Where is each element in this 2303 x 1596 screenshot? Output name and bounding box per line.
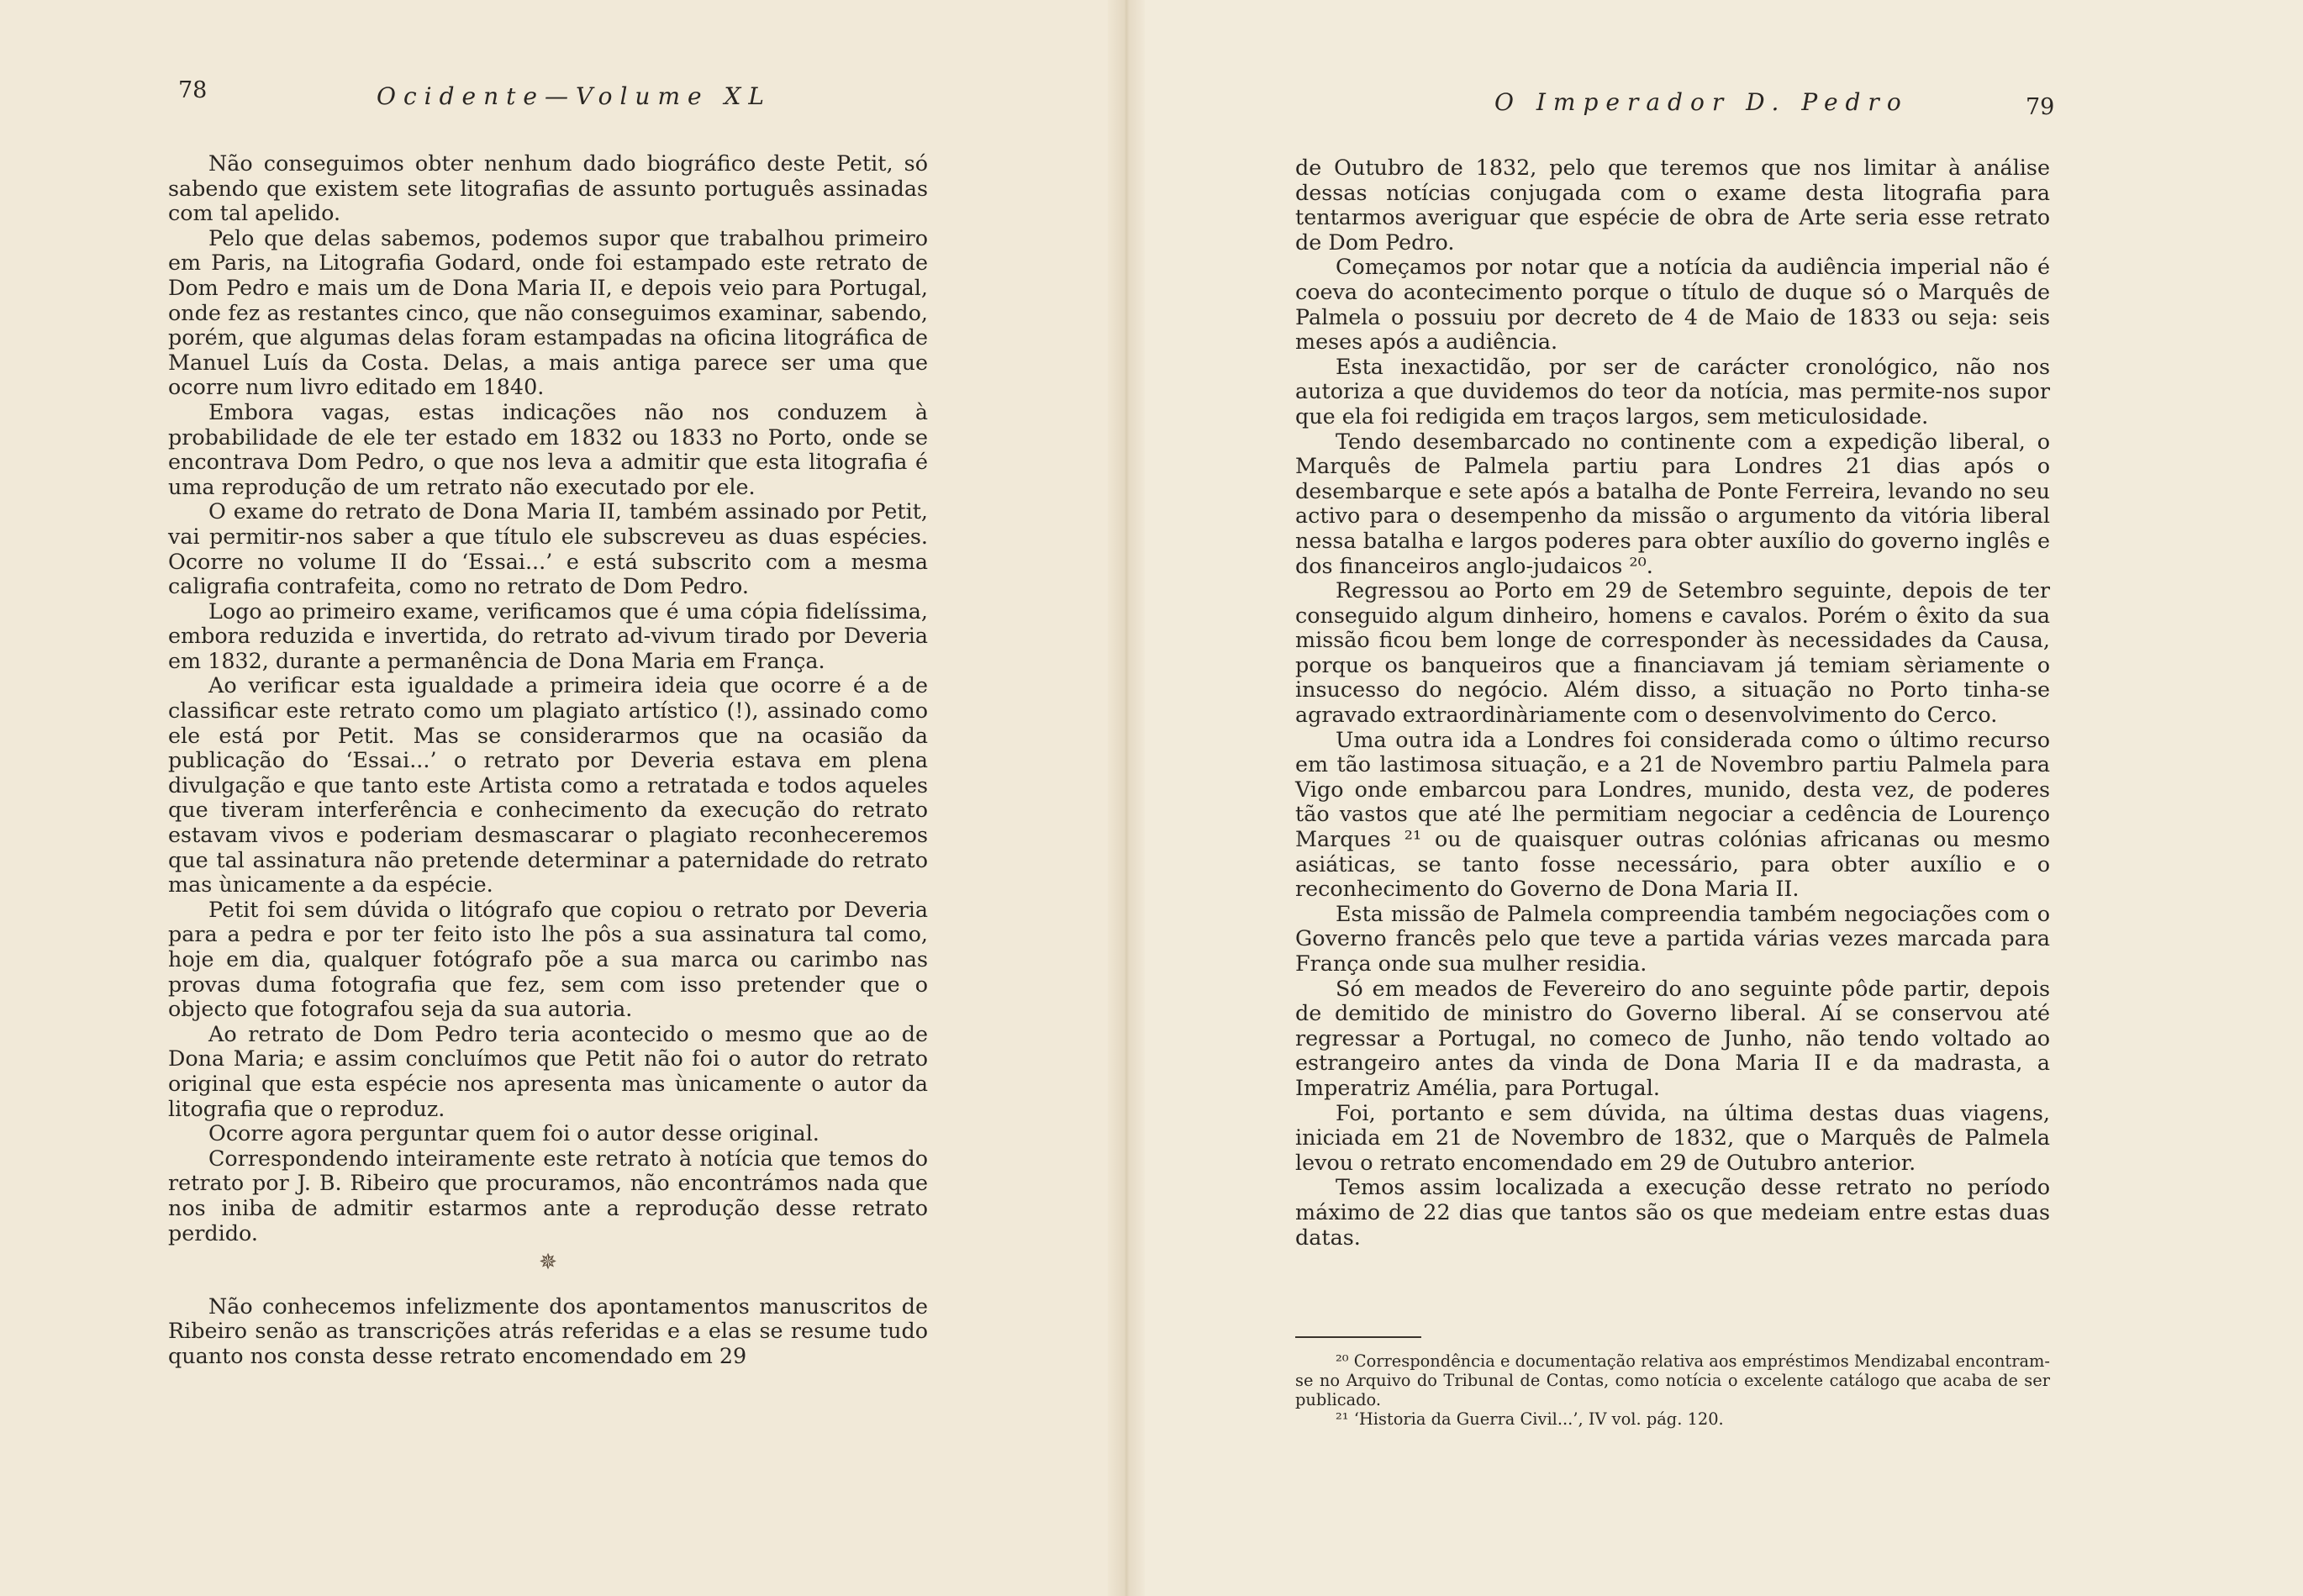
footnote-rule <box>1295 1336 1421 1338</box>
left-running-head: Ocidente—Volume XL <box>377 82 772 110</box>
paragraph: Ocorre agora perguntar quem foi o autor desse original. <box>208 1120 819 1146</box>
right-running-head: O Imperador D. Pedro <box>1494 88 1909 116</box>
paragraph: Não conseguimos obter nenhum dado biográfico deste Petit, só sabendo que existem sete litografias de assunto português assinadas com tal apelido. <box>168 150 928 226</box>
paragraph-continued: de Outubro de 1832, pelo que teremos que nos limitar à análise dessas notícias conjugada com o exame desta litografia para tentarmos averiguar que espécie de obra de Arte seria esse retrato de Dom Pedro. <box>1295 155 2050 255</box>
paragraph: Não conhecemos infelizmente dos apontamentos manuscritos de Ribeiro senão as transcrições atrás referidas e a elas se resume tudo quanto nos consta desse retrato encomendado em 29 <box>168 1293 928 1368</box>
paragraph: Ao verificar esta igualdade a primeira ideia que ocorre é a de classificar este retrato como um plagiato artístico (!), assinado como ele está por Petit. Mas se considerarmos que na ocasião da publicação do ‘Essai...’ o retrato por Deveria estava em plena divulgação e que tanto este Artista como a retratada e todos aqueles que tiveram interferência e conhecimento da execução do retrato estavam vivos e poderiam desmascarar o plagiato reconheceremos que tal assinatura não pretende determinar a paternidade do retrato mas ùnicamente a da espécie. <box>168 672 928 898</box>
paragraph: Tendo desembarcado no continente com a expedição liberal, o Marquês de Palmela partiu para Londres 21 dias após o desembarque e sete após a batalha de Ponte Ferreira, levando no seu activo para o desempenho da missão o argumento da vitória liberal nessa batalha e largos poderes para obter auxílio do governo inglês e dos financeiros anglo-judaicos ²⁰. <box>1295 428 2050 578</box>
left-page-number: 78 <box>178 77 208 103</box>
footnote-21: ²¹ ‘Historia da Guerra Civil...’, IV vol. pág. 120. <box>1336 1409 1724 1429</box>
paragraph: Esta missão de Palmela compreendia também negociações com o Governo francês pelo que teve a partida várias vezes marcada para França onde sua mulher residia. <box>1295 900 2050 976</box>
paragraph: Começamos por notar que a notícia da audiência imperial não é coeva do acontecimento porque o título de duque só o Marquês de Palmela o possuiu por decreto de 4 de Maio de 1833 ou seja: seis meses após a audiência. <box>1295 254 2050 355</box>
paragraph: Só em meados de Fevereiro do ano seguinte pôde partir, depois de demitido de ministro do Governo liberal. Aí se conservou até regressar a Portugal, no comeco de Junho, não tendo voltado ao estrangeiro antes da vinda de Dona Maria II e da madrasta, a Imperatriz Amélia, para Portugal. <box>1295 975 2050 1100</box>
paragraph: Correspondendo inteiramente este retrato à notícia que temos do retrato por J. B. Ribeiro que procuramos, não encontrámos nada que nos iniba de admitir estarmos ante a reprodução desse retrato perdido. <box>168 1145 928 1246</box>
paragraph: O exame do retrato de Dona Maria II, também assinado por Petit, vai permitir-nos saber a que título ele subscreveu as duas espécies. Ocorre no volume II do ‘Essai...’ e está subscrito com a mesma caligrafia contrafeita, como no retrato de Dom Pedro. <box>168 498 928 599</box>
paragraph: Pelo que delas sabemos, podemos supor que trabalhou primeiro em Paris, na Litografia Godard, onde foi estampado este retrato de Dom Pedro e mais um de Dona Maria II, e depois veio para Portugal, onde fez as restantes cinco, que não conseguimos examinar, sabendo, porém, que algumas delas foram estampadas na oficina litográfica de Manuel Luís da Costa. Delas, a mais antiga parece ser uma que ocorre num livro editado em 1840. <box>168 224 928 400</box>
paragraph: Foi, portanto e sem dúvida, na última destas duas viagens, iniciada em 21 de Novembro de 1832, que o Marquês de Palmela levou o retrato encomendado em 29 de Outubro anterior. <box>1295 1099 2050 1175</box>
right-page-body <box>1295 155 2050 1250</box>
book-gutter <box>1108 0 1145 1596</box>
paragraph: Regressou ao Porto em 29 de Setembro seguinte, depois de ter conseguido algum dinheiro, homens e cavalos. Porém o êxito da sua missão ficou bem longe de corresponder às necessidades da Causa, porque os banqueiros que a financiavam já temiam sèriamente o insucesso do negócio. Além disso, a situação no Porto tinha-se agravado extraordinàriamente com o desenvolvimento do Cerco. <box>1295 577 2050 728</box>
right-page-number: 79 <box>2026 94 2055 120</box>
left-page-body <box>168 151 928 1369</box>
left-page <box>0 0 1125 1596</box>
section-separator-star: ✵ <box>539 1250 557 1276</box>
paragraph: Ao retrato de Dom Pedro teria acontecido o mesmo que ao de Dona Maria; e assim concluímos que Petit não foi o autor do retrato original que esta espécie nos apresenta mas ùnicamente o autor da litografia que o reproduz. <box>168 1020 928 1121</box>
paragraph: Temos assim localizada a execução desse retrato no período máximo de 22 dias que tantos são os que medeiam entre estas duas datas. <box>1295 1174 2050 1250</box>
paragraph: Logo ao primeiro exame, verificamos que é uma cópia fidelíssima, embora reduzida e invertida, do retrato ad-vivum tirado por Deveria em 1832, durante a permanência de Dona Maria em França. <box>168 598 928 673</box>
paragraph: Petit foi sem dúvida o litógrafo que copiou o retrato por Deveria para a pedra e por ter feito isto lhe pôs a sua assinatura tal como, hoje em dia, qualquer fotógrafo põe a sua marca ou carimbo nas provas duma fotografia que fez, sem com isso pretender que o objecto que fotografou seja da sua autoria. <box>168 896 928 1022</box>
paragraph: Esta inexactidão, por ser de carácter cronológico, não nos autoriza a que duvidemos do teor da notícia, mas permite-nos supor que ela foi redigida em traços largos, sem meticulosidade. <box>1295 353 2050 429</box>
paragraph: Embora vagas, estas indicações não nos conduzem à probabilidade de ele ter estado em 1832 ou 1833 no Porto, onde se encontrava Dom Pedro, o que nos leva a admitir que esta litografia é uma reprodução de um retrato não executado por ele. <box>168 398 928 499</box>
right-page <box>1125 0 2303 1596</box>
footnote-20: ²⁰ Correspondência e documentação relativa aos empréstimos Mendizabal encontram-se no Arquivo do Tribunal de Contas, como notícia o excelente catálogo que acaba de ser publicado. <box>1295 1351 2050 1409</box>
paragraph: Uma outra ida a Londres foi considerada como o último recurso em tão lastimosa situação, e a 21 de Novembro partiu Palmela para Vigo onde embarcou para Londres, munido, desta vez, de poderes tão vastos que até lhe permitiam negociar a cedência de Lourenço Marques ²¹ ou de quaisquer outras colónias africanas ou mesmo asiáticas, se tanto fosse necessário, para obter auxílio e o reconhecimento do Governo de Dona Maria II. <box>1295 726 2050 902</box>
footnotes <box>1295 1351 2050 1429</box>
